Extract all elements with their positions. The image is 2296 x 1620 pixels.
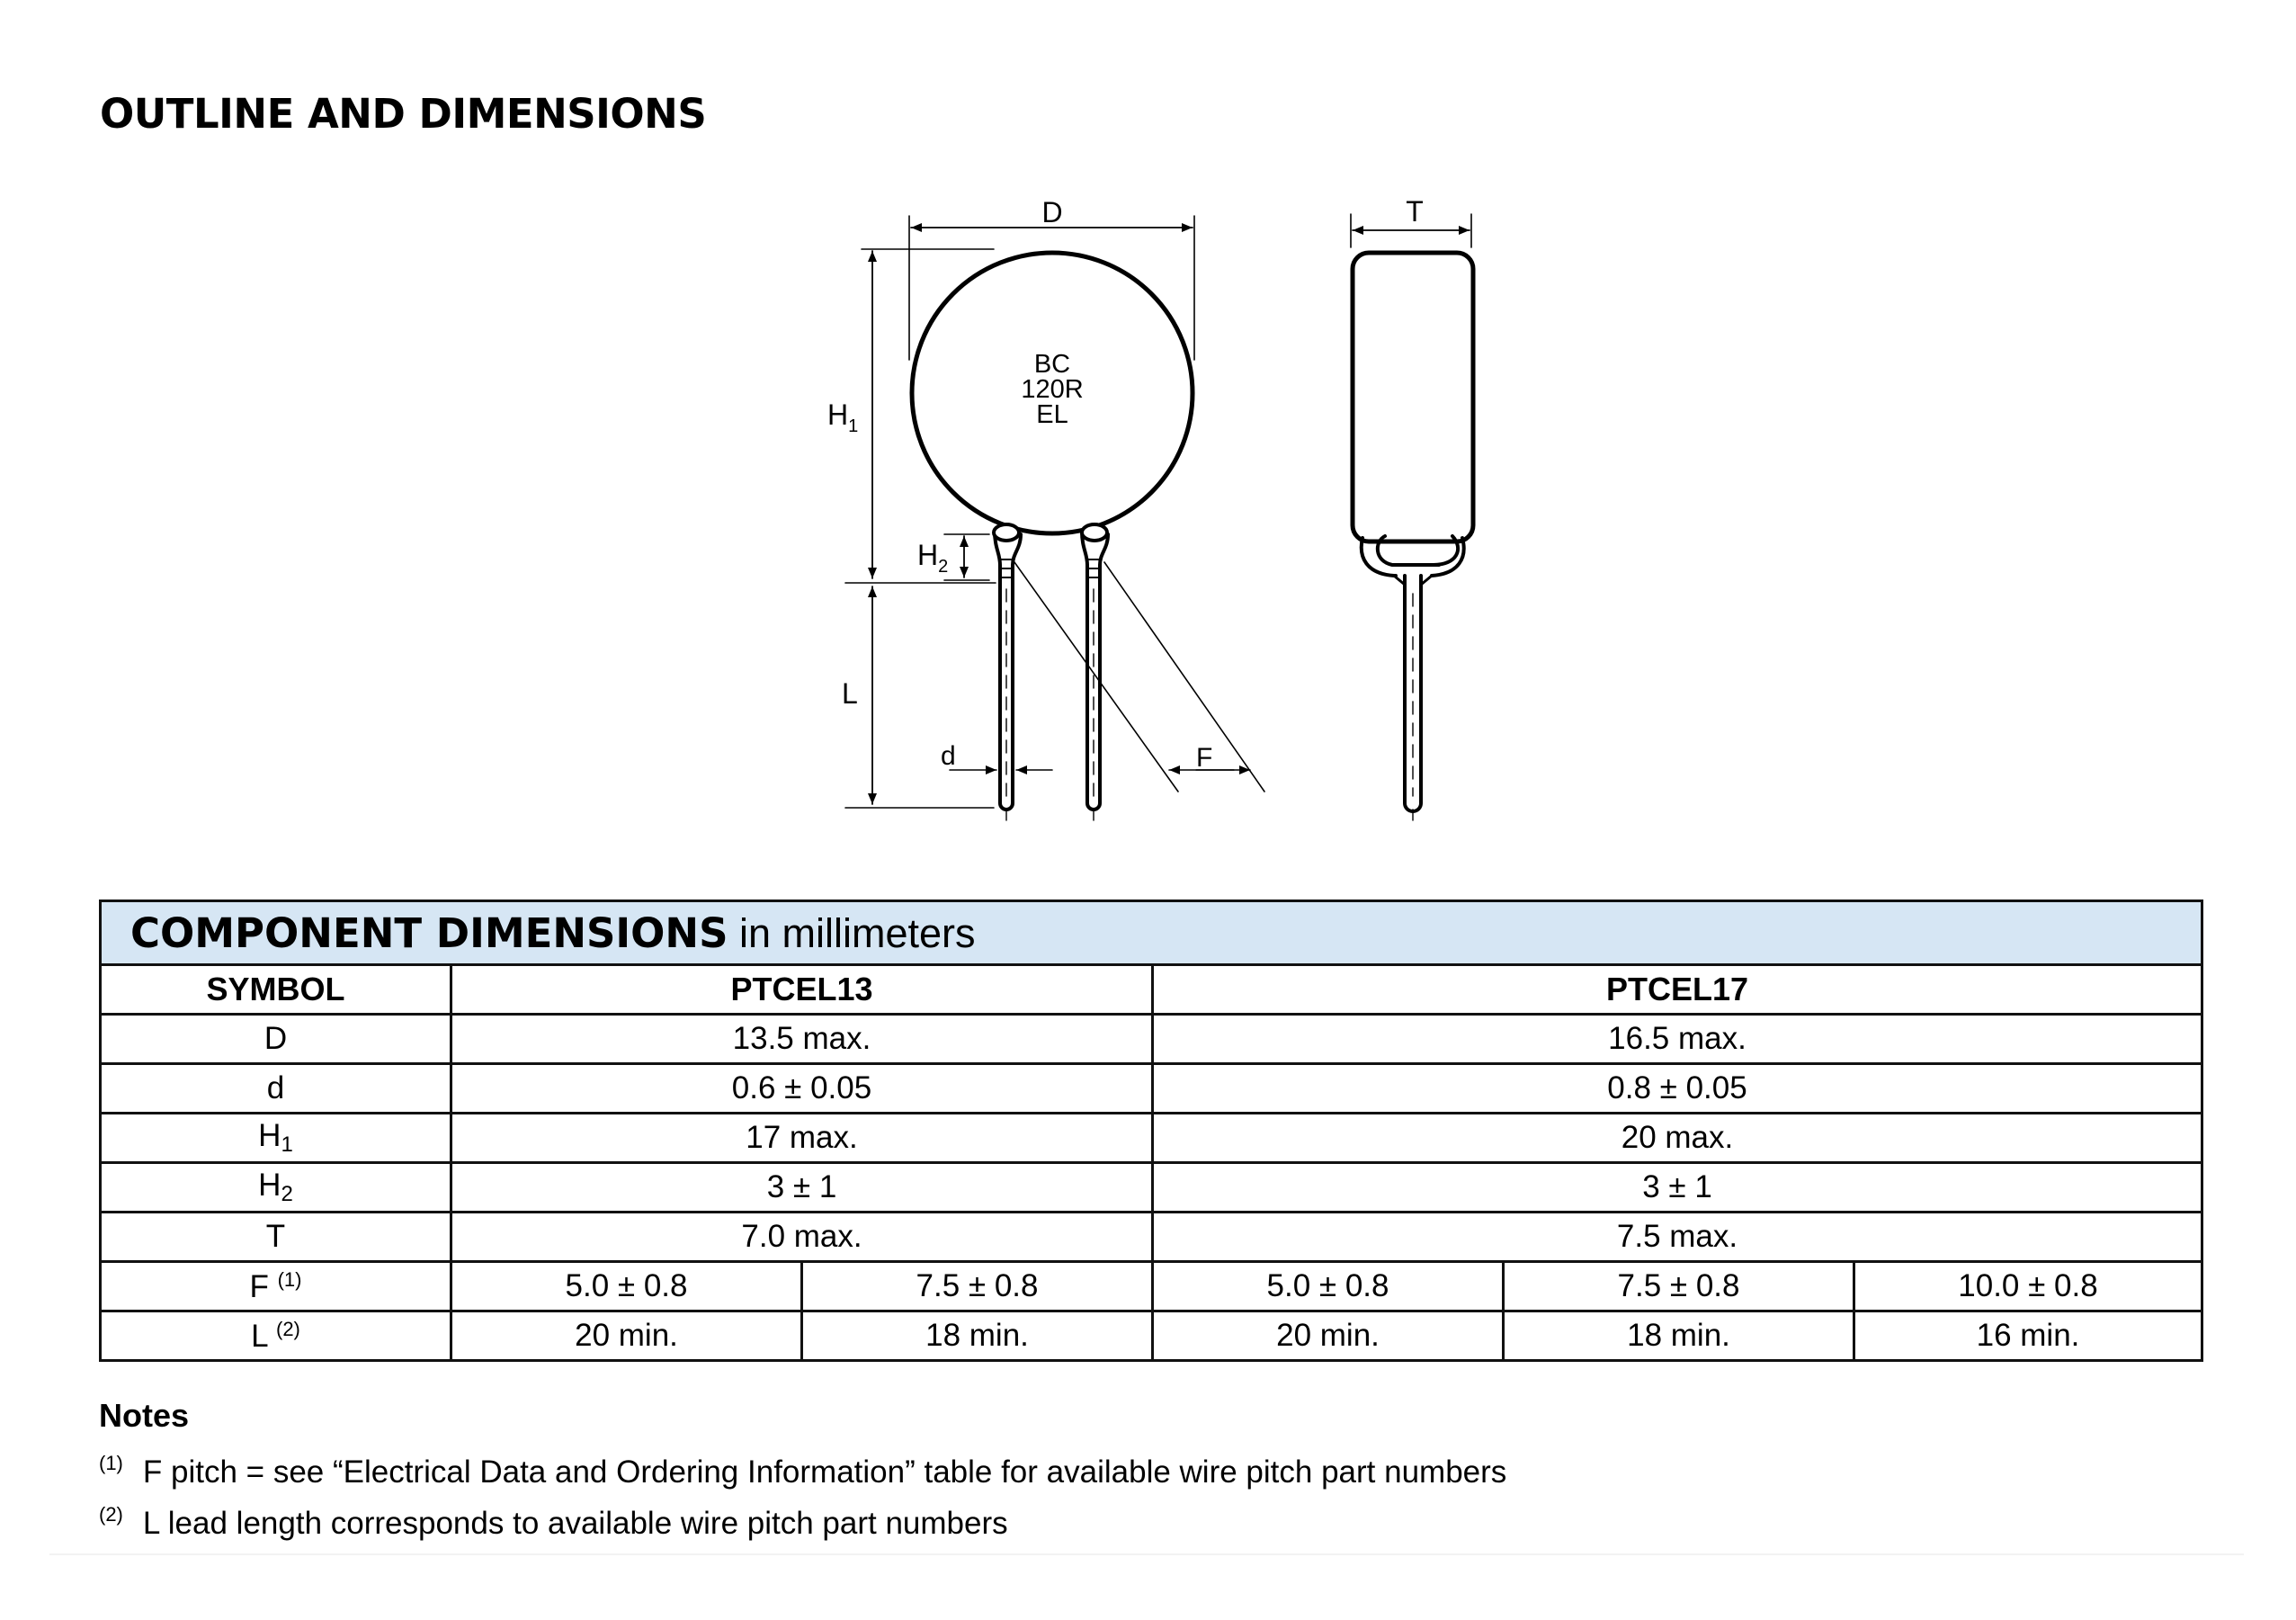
table-title [101,901,2202,965]
symbol-cell: d [101,1064,451,1114]
value-cell: 13.5 max. [451,1015,1153,1064]
right-lead [1082,531,1108,810]
table-row [101,1163,2202,1213]
section-heading: OUTLINE AND DIMENSIONS [100,90,707,138]
table-title-units: in millimeters [728,909,976,956]
header-symbol: SYMBOL [101,965,451,1015]
page-divider [49,1553,2244,1555]
component-dimensions-table [99,900,2203,1362]
left-lead [995,531,1021,810]
notes-title: Notes [99,1397,190,1434]
value-cell: 5.0 ± 0.8 [451,1262,802,1311]
header-row [101,965,2202,1015]
value-cell: 17 max. [451,1114,1153,1163]
table-title-bold: COMPONENT DIMENSIONS [130,908,728,957]
thermistor-body-side [1353,253,1473,541]
value-cell: 0.8 ± 0.05 [1153,1064,2202,1114]
value-cell: 5.0 ± 0.8 [1153,1262,1504,1311]
symbol-cell: F $^{(1)}$ [101,1262,451,1311]
value-cell: 7.5 ± 0.8 [802,1262,1153,1311]
note-item [99,1442,1506,1493]
symbol-cell: L $^{(2)}$ [101,1311,451,1361]
note-marker: (1) [99,1452,123,1474]
label-h1: $H_1$ [827,398,859,436]
value-cell: 20 min. [1153,1311,1504,1361]
header-ptcel17: PTCEL17 [1153,965,2202,1015]
note-text: F pitch = see “Electrical Data and Ordering Information” table for available wire pitch part numbers [142,1454,1507,1490]
notes-section [99,1397,1506,1544]
value-cell: 0.6 ± 0.05 [451,1064,1153,1114]
value-cell: 3 ± 1 [1153,1163,2202,1213]
table-row [101,1262,2202,1311]
value-cell: 16.5 max. [1153,1015,2202,1064]
value-cell: 18 min. [802,1311,1153,1361]
value-cell: 7.5 ± 0.8 [1504,1262,1854,1311]
marking-line-1: BC [1033,350,1071,379]
symbol-cell: T [101,1213,451,1262]
label-f: F [1196,743,1213,773]
value-cell: 18 min. [1504,1311,1854,1361]
label-d-lead: d [941,741,956,771]
value-cell: 20 max. [1153,1114,2202,1163]
marking-line-2: 120R [1021,375,1084,404]
value-cell: 10.0 ± 0.8 [1854,1262,2202,1311]
value-cell: 7.5 max. [1153,1213,2202,1262]
header-ptcel13: PTCEL13 [451,965,1153,1015]
value-cell: 20 min. [451,1311,802,1361]
label-d-top: D [1041,196,1063,228]
symbol-cell: $H_2$ [101,1163,451,1213]
value-cell: 7.0 max. [451,1213,1153,1262]
table-row [101,1114,2202,1163]
table-row [101,1311,2202,1361]
table-row [101,1064,2202,1114]
front-view [845,216,1264,820]
table-row [101,1213,2202,1262]
note-text: L lead length corresponds to available wire pitch part numbers [142,1506,1008,1541]
label-h2: $H_2$ [917,539,949,577]
table-title-row [101,901,2202,965]
marking-line-3: EL [1036,400,1068,429]
symbol-cell: D [101,1015,451,1064]
side-view [1351,214,1473,820]
label-l: L [842,677,858,710]
label-t: T [1406,195,1424,228]
value-cell: 3 ± 1 [451,1163,1153,1213]
table-row [101,1015,2202,1064]
note-marker: (2) [99,1503,123,1526]
value-cell: 16 min. [1854,1311,2202,1361]
symbol-cell: $H_1$ [101,1114,451,1163]
note-item [99,1493,1506,1544]
